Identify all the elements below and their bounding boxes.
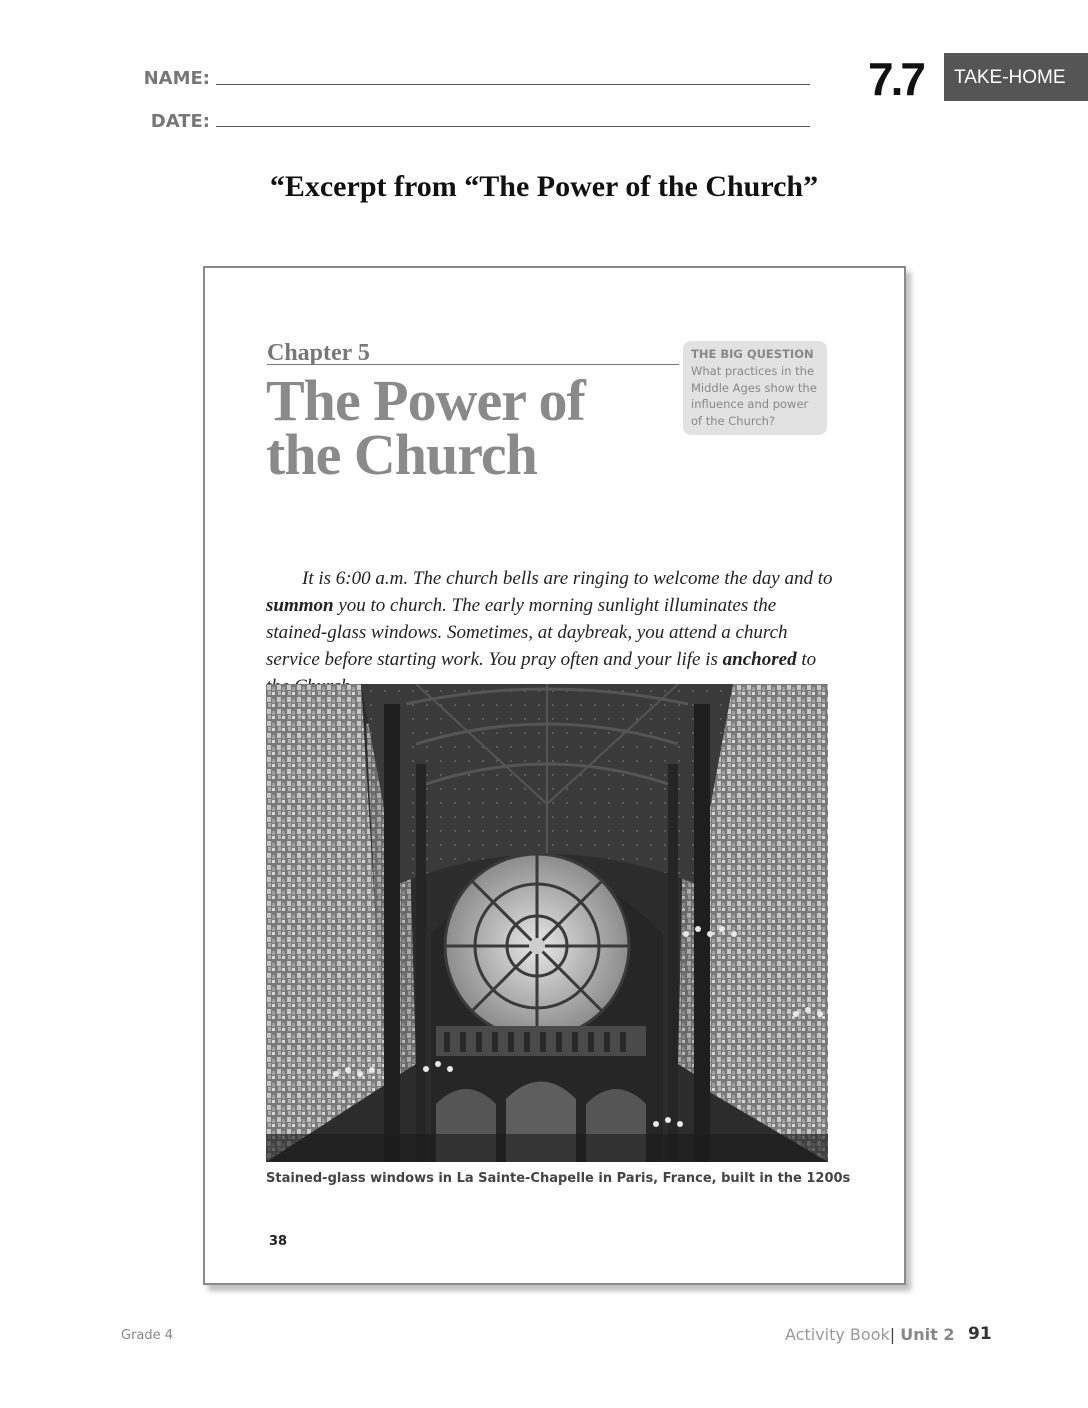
story-text: you to church. The early morning sunlight illuminates the stained-glass windows. Sometimes, at daybreak, you attend a church service before starting work. You pray often and your life is	[266, 595, 788, 670]
big-question-box	[683, 341, 827, 435]
footer-unit: Unit 2	[900, 1325, 955, 1344]
big-question-line: What practices in the	[691, 364, 815, 378]
chapter-rule	[267, 364, 679, 365]
footer-separator: |	[889, 1325, 896, 1344]
chapter-title-line2: the Church	[266, 422, 537, 487]
story-paragraph	[266, 565, 834, 700]
vocab-anchored: anchored	[722, 649, 797, 670]
name-label: NAME:	[143, 68, 210, 89]
worksheet-title: “Excerpt from “The Power of the Church”	[269, 170, 819, 203]
footer-book-info	[785, 1325, 954, 1344]
big-question-line: Middle Ages show the	[691, 380, 817, 395]
date-label: DATE:	[150, 111, 210, 132]
story-text: to	[801, 649, 817, 670]
footer-page-number: 91	[968, 1324, 992, 1344]
footer-grade: Grade 4	[121, 1328, 174, 1343]
name-line[interactable]	[216, 84, 810, 85]
story-text: It is 6:00 a.m. The church bells are ringing to welcome the day and to	[302, 568, 833, 589]
chapter-title	[266, 368, 686, 487]
footer-book: Activity Book	[785, 1325, 890, 1344]
lesson-number: 7.7	[868, 53, 923, 105]
chapter-label: Chapter 5	[267, 340, 370, 366]
photo-caption: Stained-glass windows in La Sainte-Chapelle in Paris, France, built in the 1200s	[266, 1171, 851, 1186]
date-line[interactable]	[216, 126, 810, 127]
big-question-text	[691, 363, 819, 429]
book-page-number: 38	[269, 1234, 288, 1249]
big-question-heading: THE BIG QUESTION	[691, 347, 814, 361]
sainte-chapelle-photo	[266, 684, 828, 1162]
take-home-tag: TAKE-HOME	[944, 53, 1088, 101]
vocab-summon: summon	[266, 595, 334, 616]
big-question-line: influence and power	[691, 397, 809, 411]
book-page-excerpt	[203, 266, 906, 1285]
chapter-title-line1: The Power of	[266, 368, 585, 433]
big-question-line: of the Church?	[691, 413, 776, 428]
